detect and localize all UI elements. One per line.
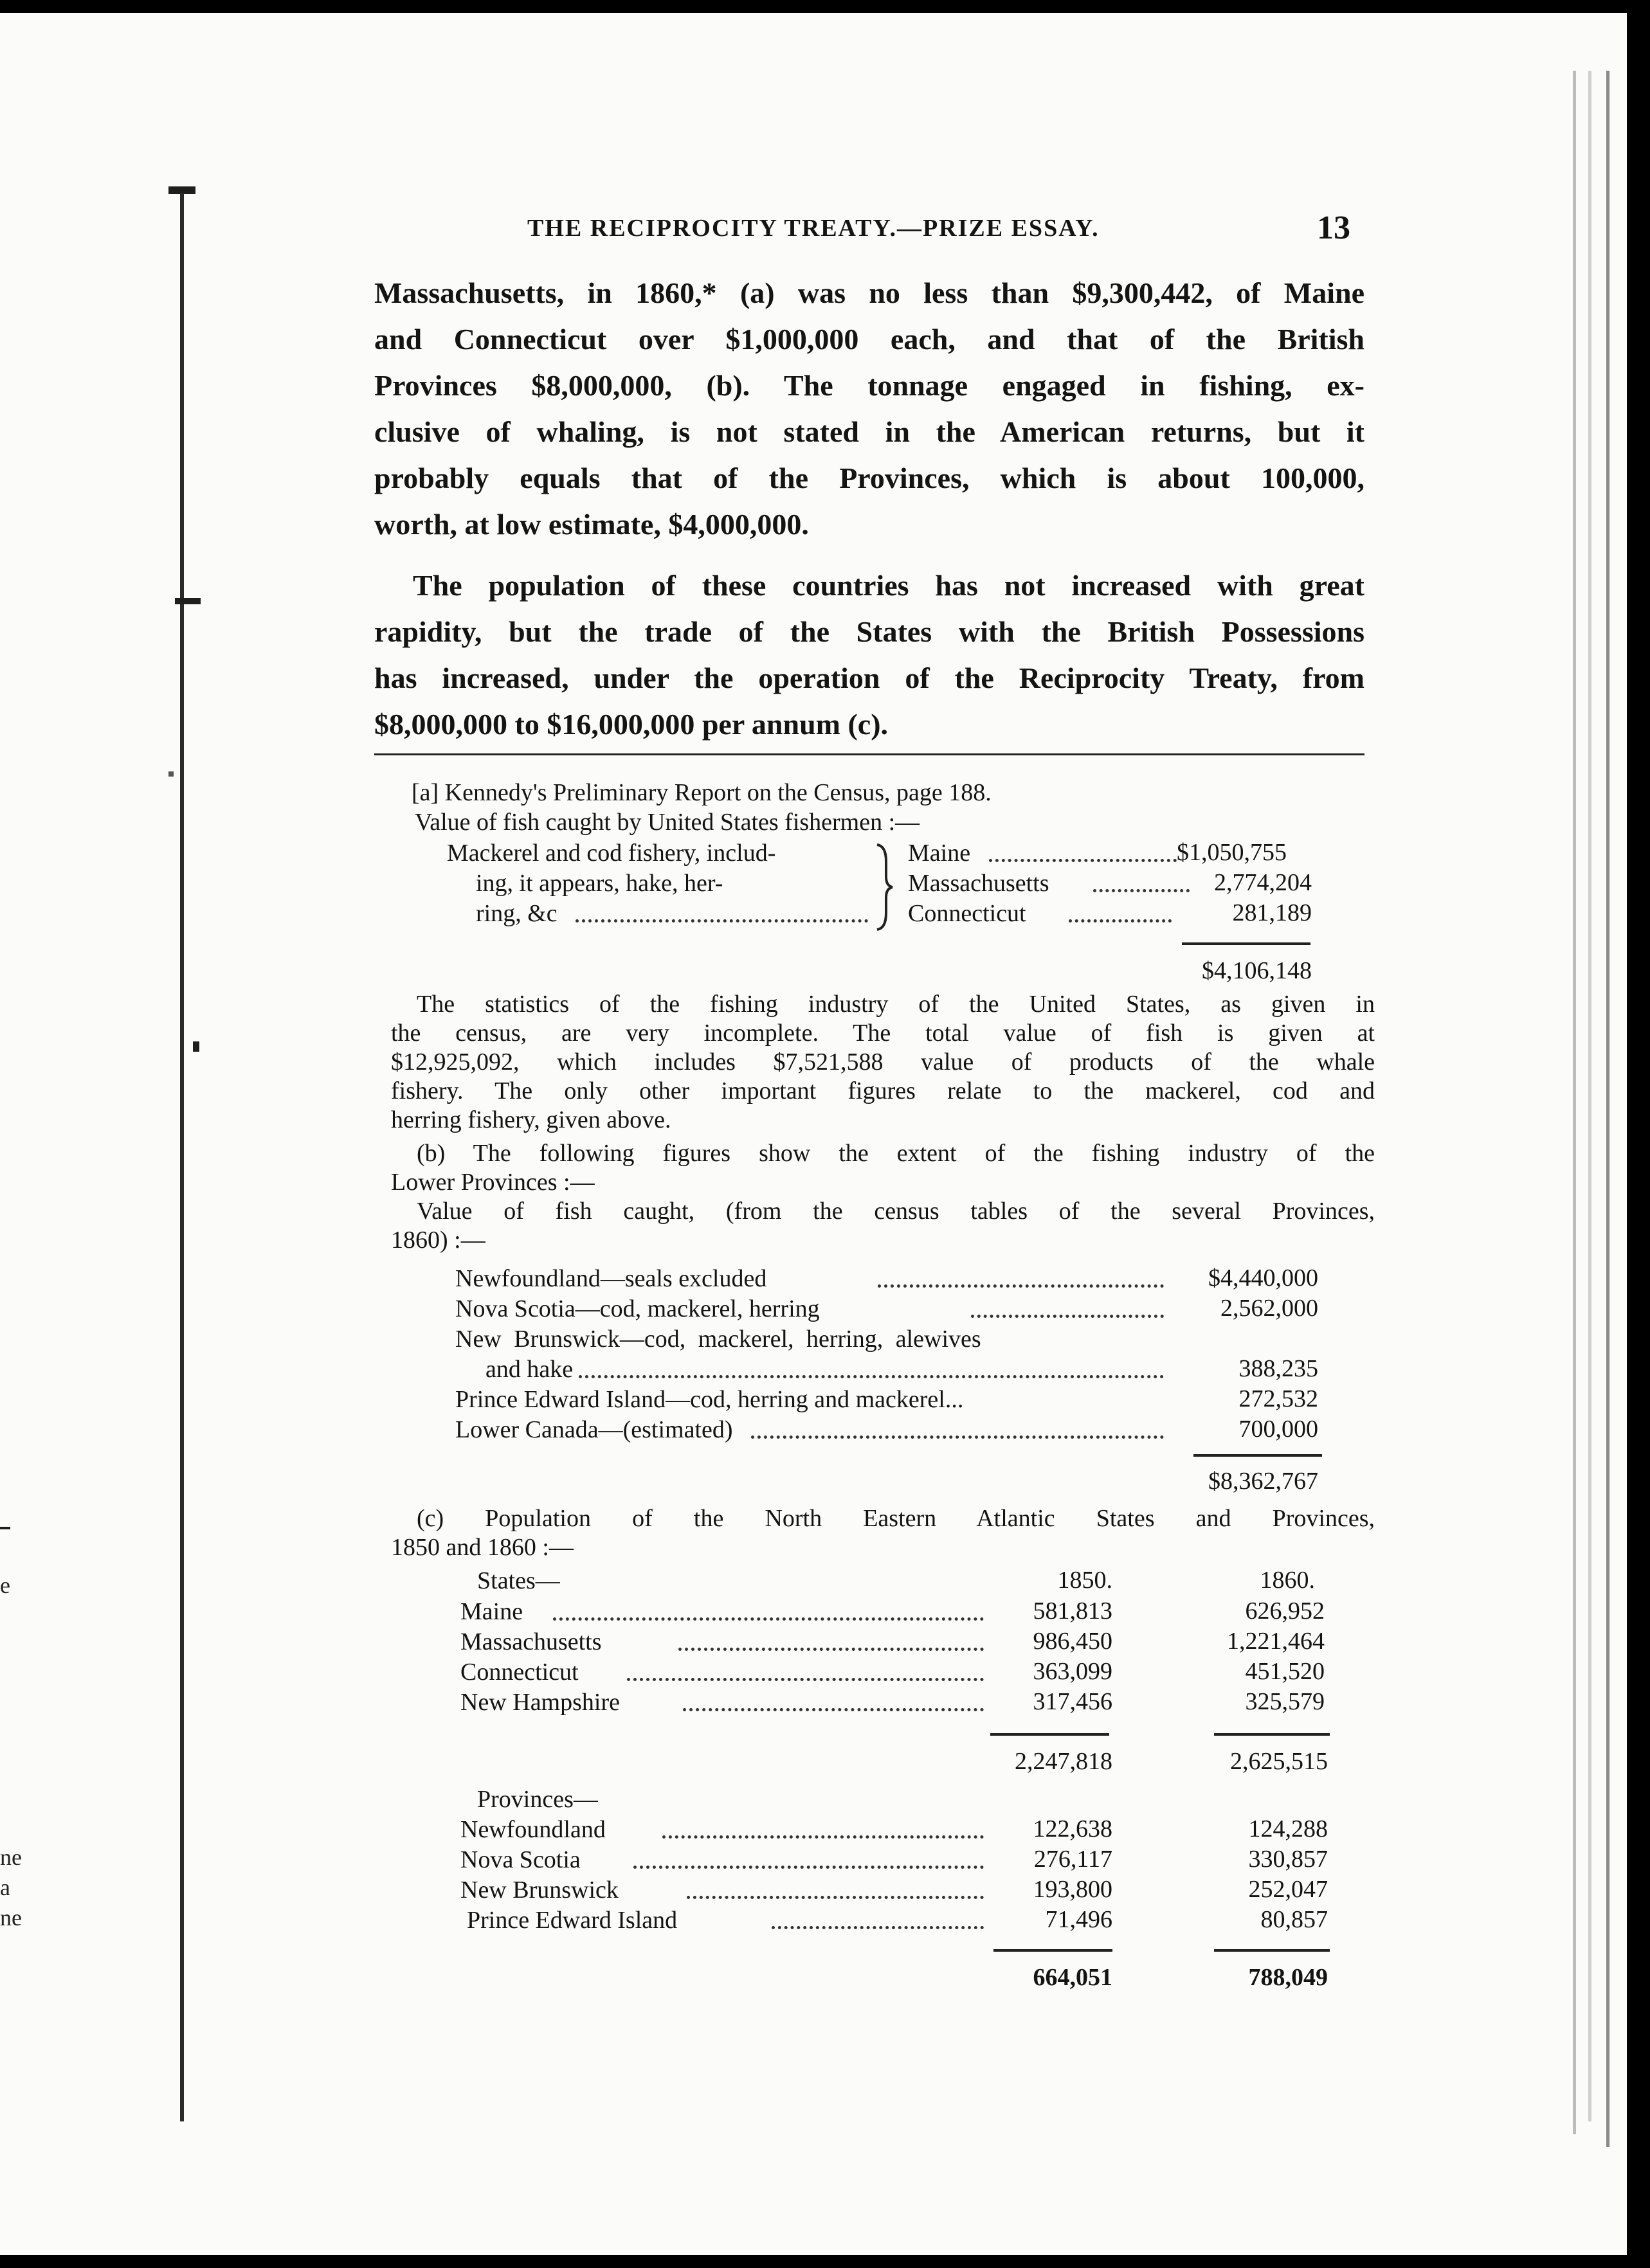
footnote-a-note — [391, 990, 1375, 1135]
leader-dots — [772, 1926, 984, 1929]
pop-total-1860: 2,625,515 — [1230, 1748, 1328, 1775]
province-label: Prince Edward Island—cod, herring and mackerel... — [455, 1386, 964, 1413]
footnote-separator — [374, 753, 1364, 755]
binding-mark — [180, 193, 184, 2121]
province-name: Nova Scotia — [460, 1846, 581, 1873]
states-heading: States— — [477, 1567, 560, 1594]
leader-dots — [553, 1617, 984, 1621]
fish-value: 272,532 — [1238, 1385, 1318, 1412]
pop-1860: 451,520 — [1245, 1658, 1325, 1685]
leader-dots — [687, 1896, 984, 1899]
pop-1860: 330,857 — [1248, 1846, 1328, 1873]
page-edge — [1573, 71, 1576, 2134]
state-name: Massachusetts — [908, 870, 1049, 897]
margin-fragment: a — [0, 1875, 10, 1900]
sum-rule — [1193, 1454, 1322, 1457]
pop-total-1850: 664,051 — [1033, 1964, 1112, 1991]
pop-1850: 986,450 — [1033, 1628, 1112, 1655]
pop-1850: 363,099 — [1033, 1658, 1112, 1685]
pop-1850: 317,456 — [1033, 1688, 1112, 1715]
pop-1850: 276,117 — [1033, 1846, 1112, 1873]
sum-rule — [1214, 1949, 1330, 1952]
pop-1860: 1,221,464 — [1227, 1628, 1325, 1655]
fish-value: 281,189 — [1232, 899, 1312, 926]
text-line: worth, at low estimate, $4,000,000. — [374, 508, 809, 541]
fish-value: $1,050,755 — [1177, 839, 1287, 866]
text-line: (b) The following figures show the extent of the fishing industry of the — [417, 1140, 1375, 1167]
sum-rule — [990, 1733, 1109, 1736]
brace-icon — [873, 842, 895, 932]
text-line: the census, are very incomplete. The total value of fish is given at — [391, 1020, 1375, 1047]
fish-value: 2,562,000 — [1220, 1295, 1318, 1322]
pop-1850: 193,800 — [1033, 1876, 1112, 1903]
body-paragraph-1 — [374, 270, 1364, 548]
text-line: probably equals that of the Provinces, which is about 100,000, — [374, 462, 1364, 494]
leader-dots — [683, 1708, 984, 1711]
leader-dots — [678, 1648, 984, 1651]
pop-1860: 80,857 — [1260, 1906, 1328, 1933]
state-name: New Hampshire — [460, 1689, 620, 1716]
province-label: and hake — [485, 1356, 574, 1383]
state-name: Massachusetts — [460, 1628, 602, 1655]
leader-dots — [878, 1284, 1164, 1288]
text-line: fishery. The only other important figures relate to the mackerel, cod and — [391, 1077, 1375, 1104]
pop-1850: 122,638 — [1033, 1815, 1112, 1842]
fish-value: 700,000 — [1238, 1416, 1318, 1443]
margin-fragment: ne — [0, 1844, 22, 1870]
state-name: Connecticut — [908, 900, 1026, 927]
pop-1860: 325,579 — [1245, 1688, 1325, 1715]
state-name: Connecticut — [460, 1659, 579, 1686]
text-line: has increased, under the operation of the Reciprocity Treaty, from — [374, 662, 1364, 694]
binding-mark — [0, 1527, 10, 1529]
text-line: Value of fish caught, (from the census tables of the several Provinces, — [417, 1198, 1375, 1225]
col-header-1850: 1850. — [1057, 1567, 1112, 1594]
margin-fragment: e — [0, 1572, 10, 1598]
pop-total-1850: 2,247,818 — [1015, 1748, 1112, 1775]
footnote-a-subtitle: Value of fish caught by United States fishermen :— — [415, 809, 920, 836]
sum-rule — [1182, 942, 1310, 945]
footnote-b-intro — [391, 1139, 1375, 1255]
col-header-1860: 1860. — [1260, 1567, 1315, 1594]
state-name: Maine — [908, 840, 971, 867]
running-head: THE RECIPROCITY TREATY.—PRIZE ESSAY. — [527, 215, 1100, 242]
text-line: Lower Provinces :— — [391, 1169, 595, 1196]
text-line: $8,000,000 to $16,000,000 per annum (c). — [374, 708, 889, 741]
pop-1850: 71,496 — [1045, 1906, 1112, 1933]
leader-dots — [627, 1678, 984, 1681]
fish-value: 388,235 — [1238, 1355, 1318, 1382]
fish-total: $8,362,767 — [1208, 1468, 1318, 1495]
province-label: New Brunswick—cod, mackerel, herring, alewives — [455, 1326, 981, 1353]
provinces-heading: Provinces— — [477, 1786, 598, 1813]
text-line: Massachusetts, in 1860,* (a) was no less than $9,300,442, of Maine — [374, 276, 1364, 309]
province-name: New Brunswick — [460, 1877, 619, 1904]
footnote-a-desc: ring, &c — [476, 900, 558, 927]
page-header — [527, 209, 1350, 254]
footnote-c-intro — [391, 1504, 1375, 1562]
sum-rule — [1214, 1733, 1330, 1736]
pop-total-1860: 788,049 — [1248, 1964, 1328, 1991]
province-label: Lower Canada—(estimated) — [455, 1416, 733, 1443]
text-line: The population of these countries has not increased with great — [413, 569, 1364, 602]
text-line: Provinces $8,000,000, (b). The tonnage engaged in fishing, ex- — [374, 369, 1364, 402]
binding-mark — [168, 771, 174, 777]
text-line: clusive of whaling, is not stated in the American returns, but it — [374, 415, 1364, 448]
text-line: 1850 and 1860 :— — [391, 1534, 574, 1561]
fish-total: $4,106,148 — [1202, 957, 1312, 984]
leader-dots — [1069, 919, 1172, 923]
leader-dots — [1093, 889, 1190, 892]
pop-1860: 252,047 — [1248, 1876, 1328, 1903]
province-name: Newfoundland — [460, 1816, 606, 1843]
province-name: Prince Edward Island — [467, 1907, 678, 1934]
text-line: 1860) :— — [391, 1227, 485, 1254]
state-name: Maine — [460, 1598, 523, 1625]
binding-mark — [193, 1041, 199, 1052]
pop-1850: 581,813 — [1033, 1598, 1112, 1625]
text-line: The statistics of the fishing industry of the United States, as given in — [417, 991, 1375, 1018]
leader-dots — [971, 1315, 1164, 1318]
footnote-a-desc: Mackerel and cod fishery, includ- — [447, 840, 776, 867]
text-line: and Connecticut over $1,000,000 each, and that of the British — [374, 323, 1364, 356]
province-label: Newfoundland—seals excluded — [455, 1265, 767, 1292]
page-number: 13 — [1317, 210, 1350, 246]
binding-mark — [175, 598, 201, 604]
text-line: (c) Population of the North Eastern Atlantic States and Provinces, — [417, 1505, 1375, 1532]
leader-dots — [751, 1436, 1164, 1439]
text-line: herring fishery, given above. — [391, 1106, 671, 1133]
footnote-a-desc: ing, it appears, hake, her- — [476, 870, 723, 897]
leader-dots — [576, 919, 868, 923]
leader-dots — [989, 859, 1177, 862]
fish-value: $4,440,000 — [1208, 1264, 1318, 1292]
page-edge — [1606, 71, 1609, 2147]
page-edge — [1588, 71, 1591, 2121]
text-line: $12,925,092, which includes $7,521,588 value of products of the whale — [391, 1048, 1375, 1076]
leader-dots — [662, 1835, 984, 1839]
body-paragraph-2 — [374, 562, 1364, 748]
margin-fragment: ne — [0, 1905, 22, 1931]
text-line: rapidity, but the trade of the States with the British Possessions — [374, 615, 1364, 648]
leader-dots — [579, 1375, 1164, 1378]
pop-1860: 626,952 — [1245, 1598, 1325, 1625]
province-label: Nova Scotia—cod, mackerel, herring — [455, 1295, 820, 1322]
sum-rule — [993, 1949, 1112, 1952]
pop-1860: 124,288 — [1248, 1815, 1328, 1842]
leader-dots — [633, 1866, 984, 1869]
footnote-a-title: [a] Kennedy's Preliminary Report on the Census, page 188. — [412, 779, 992, 806]
fish-value: 2,774,204 — [1214, 869, 1312, 896]
